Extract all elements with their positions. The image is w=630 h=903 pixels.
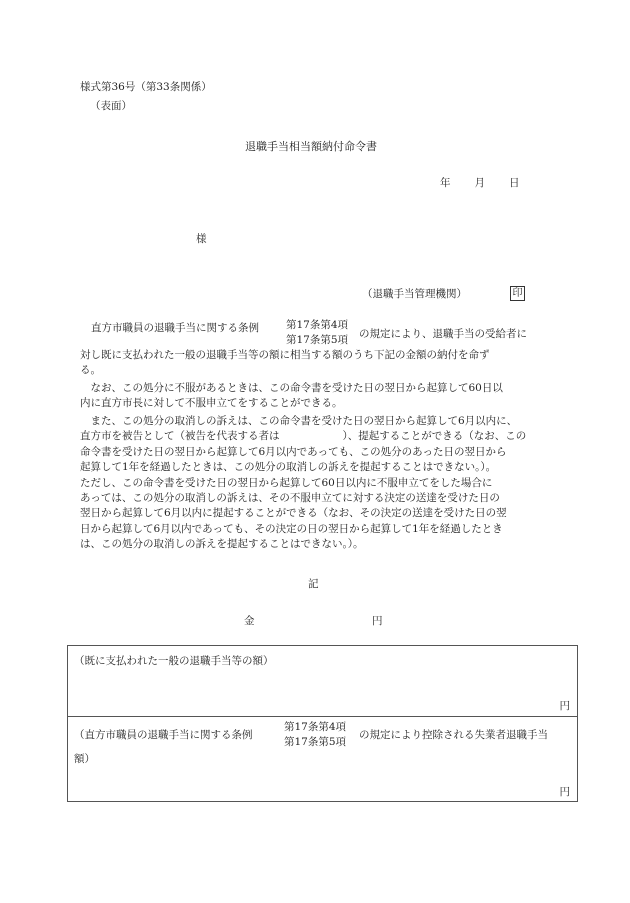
text-line: 日から起算して6月以内であっても、その決定の日の翌日から起算して1年を経過したとき [80,522,503,535]
text-line: 内に直方市長に対して不服申立てをすることができる。 [80,397,343,410]
text-line: 起算して1年を経過したときは、この処分の取消しの訴えを提起することはできない。）。 [80,461,497,474]
paragraph-3 [80,414,555,553]
text-line: また、この処分の取消しの訴えは、この命令書を受けた日の翌日から起算して6月以内に、 [80,415,518,427]
text-line: ただし、この命令書を受けた日の翌日から起算して60日以内に不服申立てをした場合に [80,476,493,489]
amount-label: 金 [244,615,255,627]
text-line: あっては、この処分の取消しの訴えは、その不服申立てに対する決定の送達を受けた日の [80,492,500,505]
deduction-option-4: 第17条第4項 [284,721,347,733]
side-label: （表面） [90,100,132,112]
paragraph-1 [80,348,555,379]
date-day: 日 [509,177,520,189]
table-divider [68,716,577,717]
amount-table [67,645,578,802]
amount-unit: 円 [372,615,383,627]
deduction-unit: 円 [559,786,570,798]
paid-amount-unit: 円 [559,700,570,712]
deduction-option-5: 第17条第5項 [284,736,347,748]
text-line: 翌日から起算して6月以内に提起することができる（なお、その決定の送達を受けた日の翌 [80,507,507,520]
deduction-suffix: の規定により控除される失業者退職手当 [359,729,548,741]
text-line: 命令書を受けた日の翌日から起算して6月以内であっても、この処分のあった日の翌日から [80,445,507,458]
clause-options [286,318,348,348]
date-month: 月 [474,177,485,189]
deduction-options [284,720,346,750]
text-line: る。 [80,364,101,377]
form-number: 様式第36号（第33条関係） [80,81,212,93]
text-line: なお、この処分に不服があるときは、この命令書を受けた日の翌日から起算して60日以 [80,382,503,394]
date-year: 年 [440,177,451,189]
deduction-prefix: （直方市職員の退職手当に関する条例 [74,729,253,741]
issuer-label: （退職手当管理機関） [362,288,467,300]
text-line: 直方市を被告として（被告を代表する者は ）、提起することができる（なお、この [80,430,527,443]
clause-option-4: 第17条第4項 [286,319,349,331]
text-line: は、この処分の取消しの訴えを提起することはできない。）。 [80,538,364,551]
clause-option-5: 第17条第5項 [286,334,349,346]
clause-prefix: 直方市職員の退職手当に関する条例 [91,322,259,334]
paid-amount-label: （既に支払われた一般の退職手当等の額） [74,655,274,667]
addressee-suffix: 様 [196,233,207,245]
seal-mark: 印 [510,286,525,301]
paragraph-2 [80,381,555,412]
deduction-continuation: 額） [74,753,95,765]
date-line [440,176,520,191]
text-line: 対し既に支払われた一般の退職手当等の額に相当する額のうち下記の金額の納付を命ず [80,349,490,361]
record-heading: 記 [308,578,319,590]
clause-suffix: の規定により、退職手当の受給者に [359,328,527,340]
document-title: 退職手当相当額納付命令書 [245,140,377,153]
